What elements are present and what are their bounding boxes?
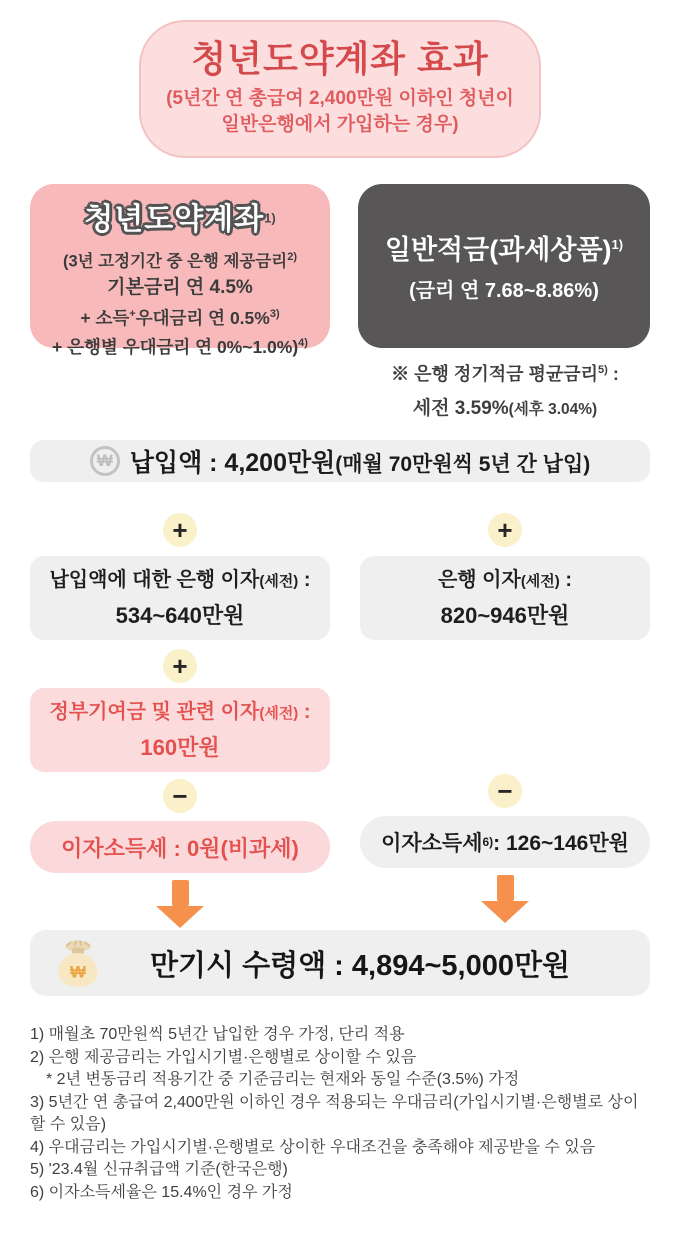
regular-savings-rate: (금리 연 7.68~8.86%)	[409, 280, 599, 302]
footnote-ref-1: 1)	[611, 237, 624, 252]
deposit-bar	[30, 440, 650, 482]
result-amount: 만기시 수령액 : 4,894~5,000만원	[149, 949, 571, 982]
compare-row	[30, 184, 650, 358]
footnote-ref-3: 3)	[269, 307, 280, 320]
youth-account-title	[30, 194, 330, 238]
down-arrow-icon	[481, 875, 529, 923]
regular-savings-title: 일반적금(과세상품)$^{1)}$	[384, 235, 624, 265]
footnote-ref-2: 2)	[287, 251, 298, 263]
plus-icon: +	[163, 513, 197, 547]
footnote-line: 6) 이자소득세율은 15.4%인 경우 가정	[30, 1183, 293, 1201]
page-subtitle-line1: (5년간 연 총급여 2,400만원 이하인 청년이	[166, 88, 514, 109]
bank-interest-value-youth: 534~640만원	[115, 602, 245, 628]
page-subtitle-line2: 일반은행에서 가입하는 경우)	[221, 114, 459, 135]
minus-icon: −	[488, 774, 522, 808]
youth-account-title-text: 청년도약계좌	[84, 203, 265, 236]
minus-icon: −	[163, 779, 197, 813]
down-arrow-icon	[156, 880, 204, 928]
header-box	[139, 20, 541, 158]
youth-account-line-income-bonus: + 소득+우대금리 연 0.5%$^{3)}$	[80, 307, 280, 328]
deposit-detail: (매월 70만원씩 5년 간 납입)	[335, 453, 591, 476]
flow-column-regular	[360, 504, 650, 928]
won-circle-icon: ₩	[90, 446, 120, 476]
money-bag-icon	[50, 936, 106, 990]
footnote-line: 3) 5년간 연 총급여 2,400만원 이하인 경우 적용되는 우대금리(가입시기별·은행별로 상이할 수 있음)	[30, 1093, 639, 1133]
footnote-ref-5: 5)	[598, 364, 608, 376]
tax-pill-youth: 이자소득세 : 0원(비과세)	[30, 821, 330, 873]
bank-interest-box-regular: 은행 이자(세전) : 820~946만원	[360, 556, 650, 640]
bank-interest-value-regular: 820~946만원	[440, 602, 570, 628]
gov-contribution-box: 정부기여금 및 관련 이자(세전) : 160만원	[30, 688, 330, 772]
svg-text:₩: ₩	[70, 962, 86, 982]
footnote-ref-1: 1)	[264, 210, 276, 226]
deposit-bar-text	[130, 443, 590, 479]
avg-rate-note	[360, 360, 650, 420]
page-subtitle	[159, 86, 521, 138]
youth-account-line-bank-bonus: + 은행별 우대금리 연 0%~1.0%)$^{4)}$	[52, 337, 308, 358]
gov-contribution-value: 160만원	[140, 734, 220, 760]
tax-pill-regular: 이자소득세 6) : 126~146만원	[360, 816, 650, 868]
avg-rate-note-line1: ※ 은행 정기적금 평균금리$^{5)}$ :	[391, 364, 619, 384]
flow-columns	[30, 504, 650, 928]
footnote-line: 1) 매월초 70만원씩 5년간 납입한 경우 가정, 단리 적용	[30, 1026, 405, 1043]
deposit-amount: 납입액 : 4,200만원	[129, 449, 336, 477]
footnote-line: * 2년 변동금리 적용기간 중 기준금리는 현재와 동일 수준(3.5%) 가정	[46, 1071, 520, 1088]
footnotes	[30, 1024, 650, 1204]
footnote-line: 2) 은행 제공금리는 가입시기별·은행별로 상이할 수 있음	[30, 1048, 417, 1066]
column-spacer	[360, 640, 650, 767]
income-plus-sup: +	[129, 307, 136, 320]
footnote-line: 4) 우대금리는 가입시기별·은행별로 상이한 우대조건을 충족해야 제공받을 수 있음	[30, 1138, 596, 1156]
plus-icon: +	[488, 513, 522, 547]
card-youth-account	[30, 184, 330, 358]
page-title: 청년도약계좌 효과	[191, 38, 489, 79]
result-bar	[30, 930, 650, 996]
footnote-ref-4: 4)	[298, 337, 308, 350]
plus-icon: +	[163, 649, 197, 683]
footnote-line: 5) '23.4월 신규취급액 기준(한국은행)	[30, 1161, 288, 1178]
flow-column-youth	[30, 504, 330, 928]
footnote-ref-6: 6)	[482, 835, 494, 849]
youth-account-line-rate-period: (3년 고정기간 중 은행 제공금리$^{2)}$	[62, 251, 298, 271]
youth-account-line-base-rate: 기본금리 연 4.5%	[107, 276, 253, 298]
avg-rate-note-line2: 세전 3.59%(세후 3.04%)	[412, 398, 598, 419]
card-regular-savings	[358, 184, 650, 348]
bank-interest-box-youth: 납입액에 대한 은행 이자(세전) : 534~640만원	[30, 556, 330, 640]
